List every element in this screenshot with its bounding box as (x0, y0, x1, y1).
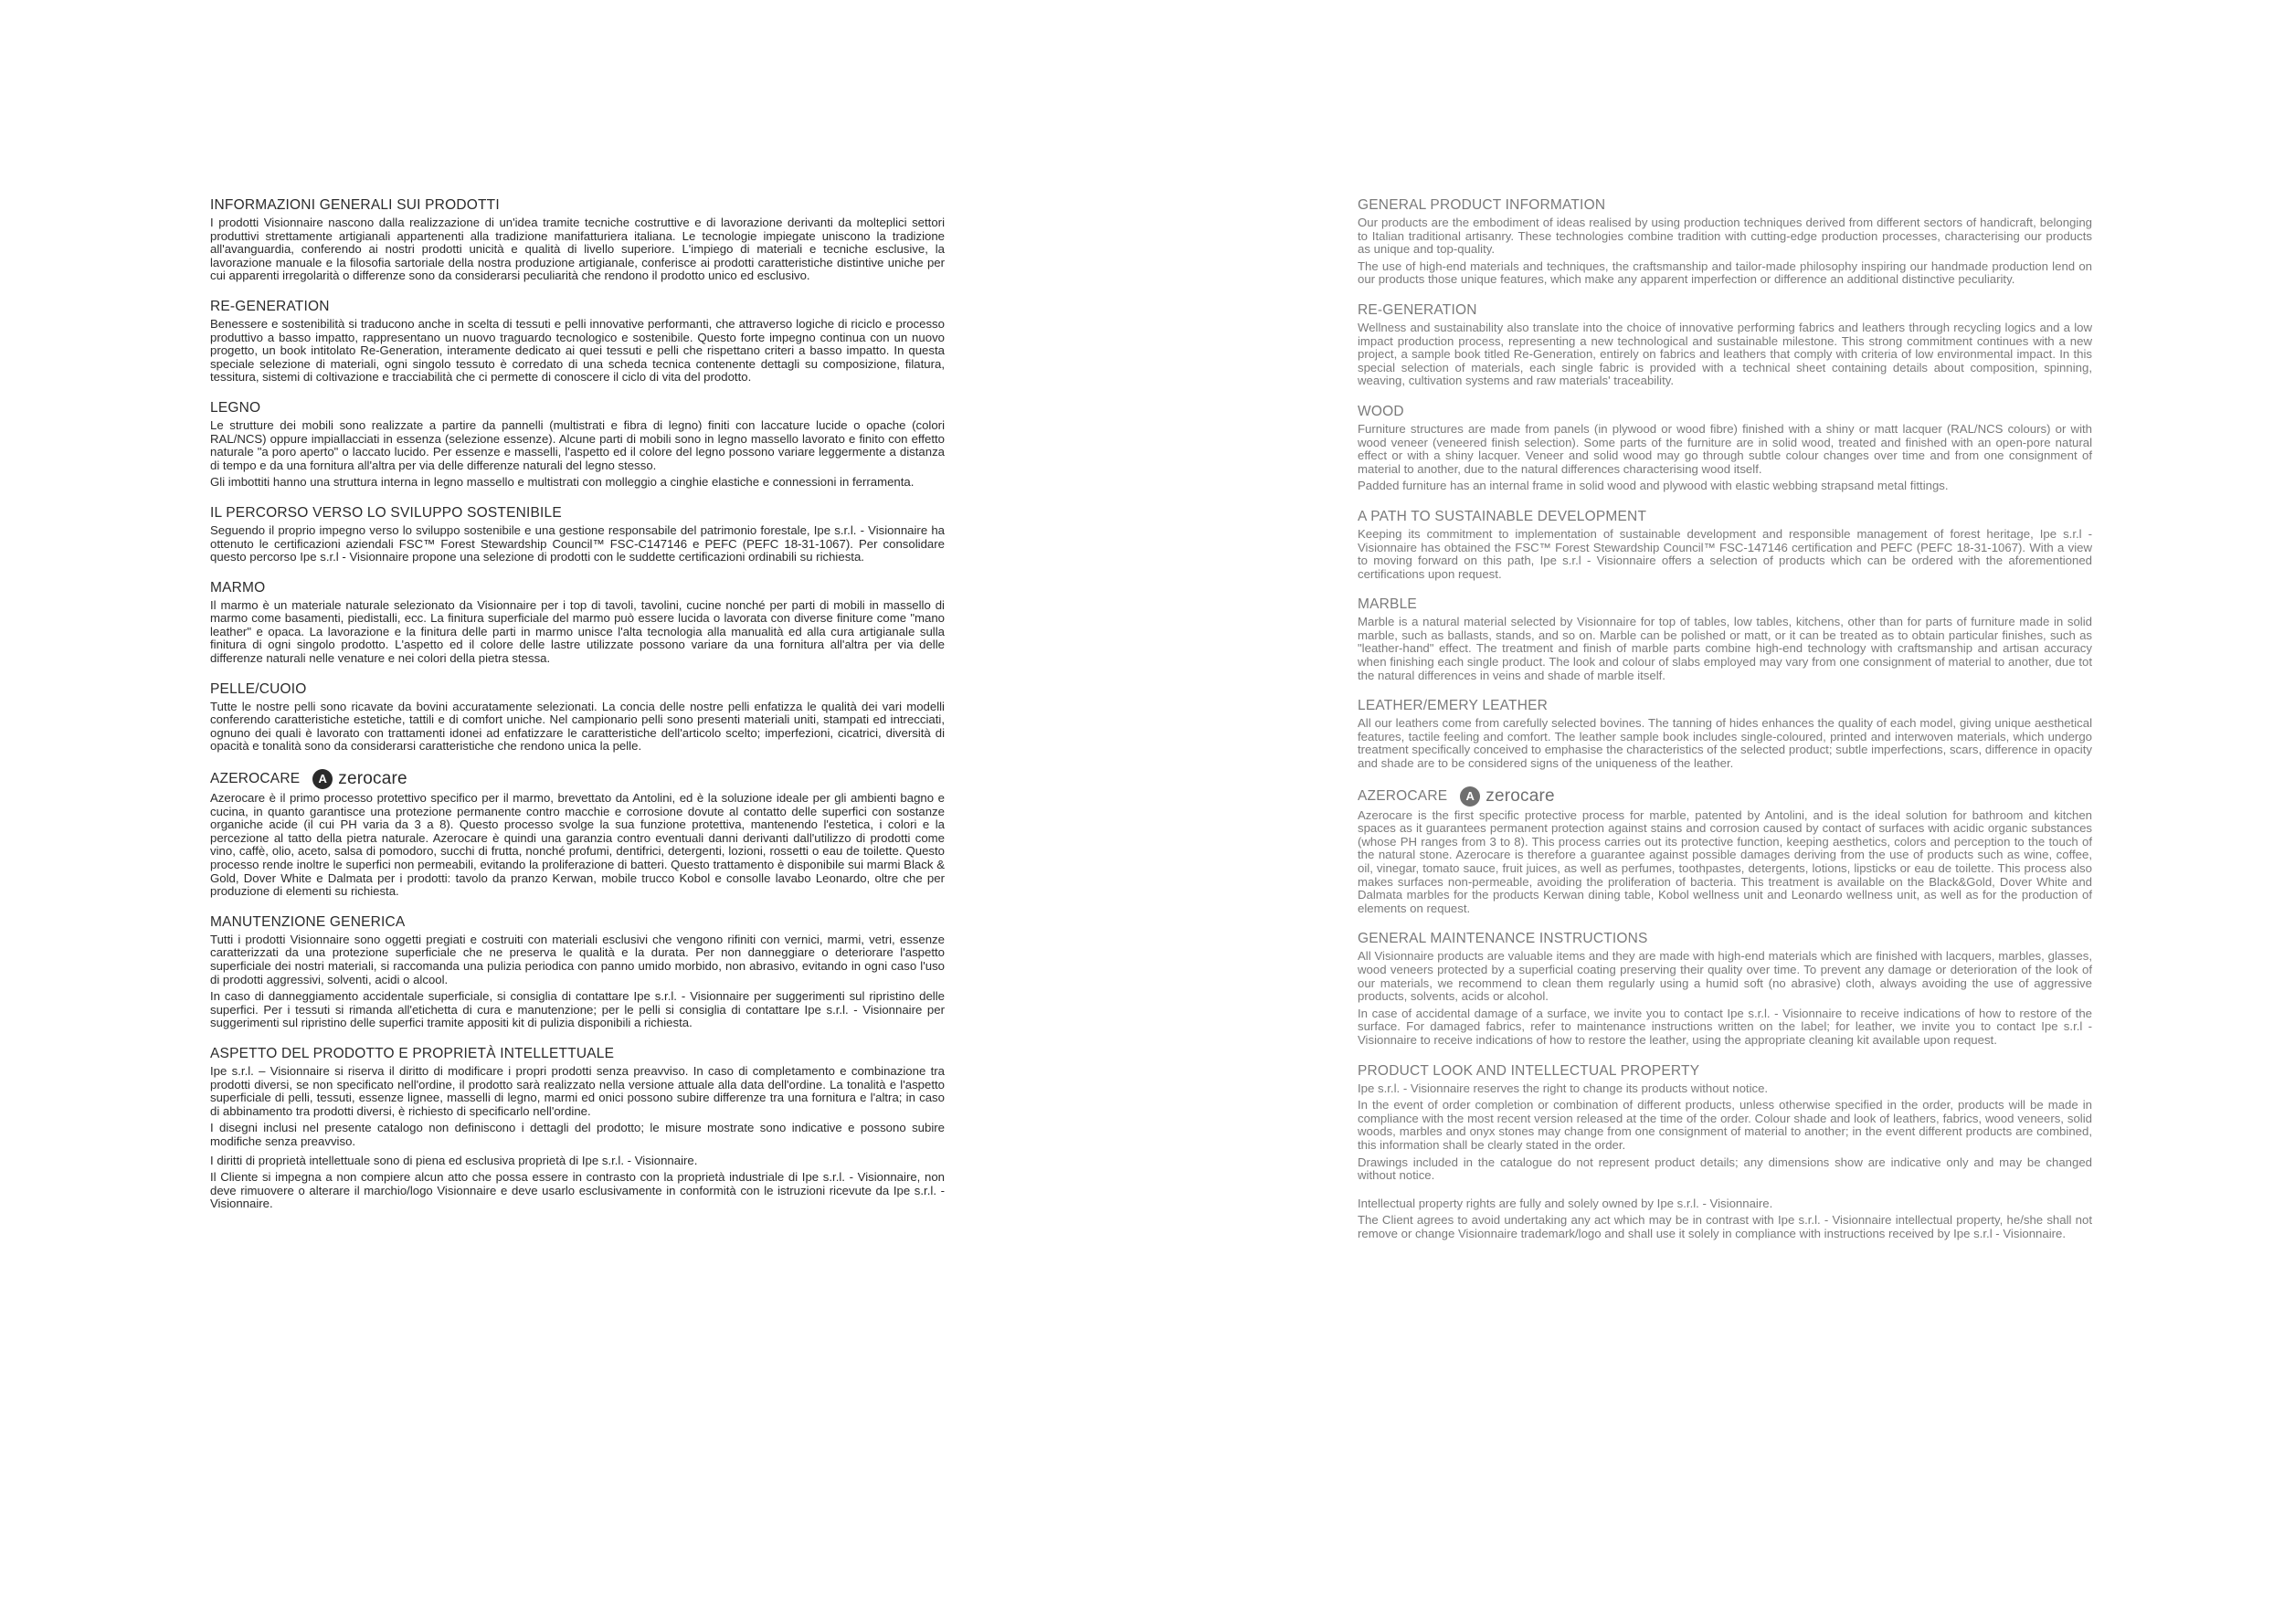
paragraph: All Visionnaire products are valuable items and they are made with high-end materials which are finished with lacquers, marbles, glasses, wood veneers protected by a superficial coating preserving their quality over time. To prevent any damage or deterioration of the look of our materials, we recommend to clean them regularly using a humid soft (no abrasive) cloth, always avoiding the use of aggressive products, solvents, acids or alcohol. (1358, 949, 2092, 1004)
paragraph: Seguendo il proprio impegno verso lo sviluppo sostenibile e una gestione responsabile del patrimonio forestale, Ipe s.r.l. - Visionnaire ha ottenuto le certificazioni aziendali FSC™ Forest Stewardship Council™ FSC-C147146 e PEFC (PEFC 18-31-1067). Per consolidare questo percorso Ipe s.r.l - Visionnaire propone una selezione di prodotti con le suddette certificazioni ordinabili su richiesta. (210, 522, 945, 564)
section-regeneration (1358, 302, 2092, 388)
section-title: PELLE/CUOIO (210, 680, 307, 697)
section-product-look-ip (1358, 1063, 2092, 1241)
paragraph: Gli imbottiti hanno una struttura interna in legno massello e multistrati con molleggio a cinghie elastiche e connessioni in ferramenta. (210, 475, 915, 490)
section-title: MARBLE (1358, 596, 1417, 613)
section-sustainable-development (1358, 509, 2092, 581)
paragraph: Tutte le nostre pelli sono ricavate da bovini accuratamente selezionati. La concia delle nostre pelli enfatizza le qualità dei vari modelli conferendo caratteristiche estetiche, tattili e di comfort uniche. Nel campionario pelli sono presenti materiali uniti, stampati ed intrecciati, ognuno dei quali è lavorato con trattamenti idonei ad enfatizzare le caratteristiche dell'articolo scelto; imperfezioni, cicatrici, diversità di opacità e tonalità sono da considerarsi caratteristiche che rendono unica la pelle. (210, 699, 945, 754)
section-title: IL PERCORSO VERSO LO SVILUPPO SOSTENIBILE (210, 504, 562, 521)
paragraph: Marble is a natural material selected by Visionnaire for top of tables, low tables, kitchens, other than for parts of furniture made in solid marble, such as ballasts, stands, and so on. Marble can be polished or matt, or it can be treated as to obtain particular finishes, such as "leather-hand" effect. The treatment and finish of marble parts combine high-end technology with craftsmanship and artisan accuracy when finishing each single product. The look and colour of slabs employed may vary from one consignment of material to another, due tot the natural differences in veins and shade of marble itself. (1358, 615, 2092, 682)
paragraph: I disegni inclusi nel presente catalogo non definiscono i dettagli del prodotto; le misure mostrate sono indicative e possono subire modifiche senza preavviso. (210, 1121, 945, 1148)
paragraph: Le strutture dei mobili sono realizzate a partire da pannelli (multistrati e fibra di legno) finiti con laccature lucide o opache (colori RAL/NCS) oppure impiallacciati in essenza (selezione essenze). Alcune parti di mobili sono in legno massello lavorato e finito con effetto naturale "a poro aperto" o laccato lucido. Per essenze e masselli, l'aspetto ed il colore del legno possono variare leggermente a distanza di tempo e da una fornitura all'altra per via delle differenze naturali del legno stesso. (210, 417, 945, 472)
section-title-row (1358, 786, 2092, 807)
section-marble (1358, 596, 2092, 682)
section-legno (210, 400, 945, 490)
paragraph: The use of high-end materials and techniques, the craftsmanship and tailor-made philosophy inspiring our handmade production lend on our products those unique features, which make any apparent imperfection or difference an additional distinctive peculiarity. (1358, 258, 2092, 287)
section-pelle-cuoio (210, 681, 945, 754)
section-percorso-sostenibile (210, 505, 945, 564)
section-azerocare (210, 769, 945, 899)
paragraph: Il marmo è un materiale naturale selezionato da Visionnaire per i top di tavoli, tavolini, cucine nonché per parti di mobili in massello di marmo come basamenti, piedistalli, ecc. La finitura superficiale del marmo può essere lucida o lavorata con diverse finiture come "mano leather" e opaca. La lavorazione e la finitura delle parti in marmo unisce l'alta tecnologia alla manualità ed alla cura artigianale sulla finitura di ogni singolo prodotto. L'aspetto ed il colore delle lastre utilizzate possono variare da una fornitura all'altra per via delle differenze naturali nelle venature e nei colori della pietra stessa. (210, 597, 945, 666)
paragraph: Il Cliente si impegna a non compiere alcun atto che possa essere in contrasto con la proprietà industriale di Ipe s.r.l. - Visionnaire, non deve rimuovere o alterare il marchio/logo Visionnaire e deve usarlo esclusivamente in conformità con le istruzioni ricevute da Ipe s.r.l. - Visionnaire. (210, 1170, 945, 1211)
section-title: PRODUCT LOOK AND INTELLECTUAL PROPERTY (1358, 1062, 1700, 1079)
paragraph: Benessere e sostenibilità si traducono anche in scelta di tessuti e pelli innovative performanti, che attraverso logiche di riciclo e processo produttivo a basso impatto, rappresentano un nuovo traguardo tecnologico e sostenibile. Questo forte impegno continua con un nuovo progetto, un book intitolato Re-Generation, interamente dedicato ai quei tessuti e pelli che rispettano criteri a basso impatto. In questa speciale selezione di materiali, ogni singolo tessuto è corredato di una scheda tecnica contenente dettagli su composizione, filatura, tessitura, sistemi di coltivazione e tracciabilità che ci permette di conoscere il ciclo di vita del prodotto. (210, 316, 945, 385)
section-title: WOOD (1358, 403, 1404, 419)
section-aspetto-proprieta (210, 1046, 945, 1211)
section-title: RE-GENERATION (1358, 301, 1477, 318)
section-title: LEATHER/EMERY LEATHER (1358, 698, 1549, 714)
paragraph: In case of accidental damage of a surface, we invite you to contact Ipe s.r.l. - Visionnaire to receive indications of how to restore of the surface. For damaged fabrics, refer to maintenance instructions written on the label; for leather, we invite you to contact Ipe s.r.l - Visionnaire to receive indications of how to restore the leather, using the appropriate cleaning kit available upon request. (1358, 1006, 2092, 1047)
section-title: AZEROCARE (210, 771, 301, 787)
paragraph: In the event of order completion or combination of different products, unless otherwise specified in the order, products will be made in compliance with the most recent version released at the time of the order. Colour shade and look of leathers, fabrics, wood veneers, solid woods, marbles and onyx stones may change from one consignment of material to another; in the event different products are combined, this information shall be clearly stated in the order. (1358, 1098, 2092, 1152)
paragraph: The Client agrees to avoid undertaking any act which may be in contrast with Ipe s.r.l. - Visionnaire intellectual property, he/she shall not remove or change Visionnaire trademark/logo and shall use it solely in compliance with instructions received by Ipe s.r.l - Visionnaire. (1358, 1213, 2092, 1240)
section-title: AZEROCARE (1358, 787, 1448, 804)
azerocare-wordmark: zerocare (1486, 786, 1555, 806)
section-title: ASPETTO DEL PRODOTTO E PROPRIETÀ INTELLETTUALE (210, 1045, 615, 1061)
paragraph: Azerocare is the first specific protective process for marble, patented by Antolini, and is the ideal solution for bathroom and kitchen spaces as it guarantees permanent protection against stains and corrosion caused by contact of surfaces with acidic organic substances (whose PH ranges from 3 to 8). This process carries out its protective function, keeping aesthetics, colors and perception to the touch of the natural stone. Azerocare is therefore a guarantee against possible damages deriving from the use of products such as wine, coffee, oil, vinegar, tomato sauce, fruit juices, as well as perfumes, toothpastes, detergents, lotions, lipsticks or eau de toilette. This process also makes surfaces non-permeable, avoiding the proliferation of bacteria. This treatment is available on the Black&Gold, Dover White and Dalmata marbles for the products Kerwan dining table, Kobol wellness unit and Leonardo wellness unit, as well as for the production of elements on request. (1358, 807, 2092, 915)
section-regeneration (210, 299, 945, 385)
azerocare-wordmark: zerocare (338, 769, 407, 789)
english-column (1358, 197, 2092, 1256)
paragraph: In caso di danneggiamento accidentale superficiale, si consiglia di contattare Ipe s.r.l. - Visionnaire per suggerimenti sul ripristino delle superfici. Per i tessuti si rimanda all'etichetta di cura e manutenzione; per le pelli si consiglia di contattare Ipe s.r.l. - Visionnaire per suggerimenti sul ripristino delle superfici tramite appositi kit di pulizia disponibili a richiesta. (210, 989, 945, 1030)
section-title-row (210, 769, 945, 789)
section-maintenance (1358, 931, 2092, 1047)
section-title: A PATH TO SUSTAINABLE DEVELOPMENT (1358, 508, 1647, 524)
paragraph: Intellectual property rights are fully and solely owned by Ipe s.r.l. - Visionnaire. (1358, 1196, 1773, 1210)
paragraph: Wellness and sustainability also translate into the choice of innovative performing fabrics and leathers through recycling logics and a low impact production process, representing a new technological and sustainable milestone. This strong commitment continues with a new project, a sample book titled Re-Generation, entirely on fabrics and leathers that comply with criteria of low environmental impact. In this special selection of materials, each single fabric is provided with a technical sheet containing details about composition, spinning, weaving, cultivation systems and raw materials' traceability. (1358, 320, 2092, 388)
azerocare-mark: A (1460, 786, 1480, 807)
section-title: MANUTENZIONE GENERICA (210, 913, 406, 930)
paragraph: Azerocare è il primo processo protettivo specifico per il marmo, brevettato da Antolini, ed è la soluzione ideale per gli ambienti bagno e cucina, in quanto garantisce una protezione permanente contro macchie e corrosione dovute al contatto delle superfici con sostanze organiche acide (il cui PH varia da 3 a 8). Questo processo svolge la sua funzione protettiva, mantenendo l'estetica, i colori e la percezione al tatto della pietra naturale. Azerocare è quindi una garanzia contro eventuali danni derivanti dall'utilizzo di prodotti come vino, caffè, olio, aceto, salsa di pomodoro, succhi di frutta, nonché profumi, dentifrici, detergenti, lozioni, rossetti o eau de toilette. Questo processo rende inoltre le superfici non permeabili, evitando la proliferazione di batteri. Questo trattamento è disponibile sui marmi Black & Gold, Dover White e Dalmata per i prodotti: tavolo da pranzo Kerwan, mobile trucco Kobol e consolle lavabo Leonardo, oltre che per produzione di elementi su richiesta. (210, 791, 945, 899)
paragraph: Our products are the embodiment of ideas realised by using production techniques derived from different sectors of handicraft, belonging to Italian traditional artisanry. These technologies combine tradition with cutting-edge production processes, characterising our products as unique and top-quality. (1358, 216, 2092, 257)
section-title: GENERAL PRODUCT INFORMATION (1358, 197, 1606, 213)
section-manutenzione (210, 914, 945, 1030)
azerocare-logo-icon (312, 769, 407, 789)
paragraph: I diritti di proprietà intellettuale sono di piena ed esclusiva proprietà di Ipe s.r.l. - Visionnaire. (210, 1153, 698, 1167)
paragraph: Furniture structures are made from panels (in plywood or wood fibre) finished with a shiny or matt lacquer (RAL/NCS colours) or with wood veneer (veneered finish selection). Some parts of the furniture are in solid wood, treated and finished with an open-pore natural effect or with a shiny lacquer. Veneer and solid wood may go through subtle colour changes over time and from one consignment of material to another, due to the natural differences characterising wood itself. (1358, 421, 2092, 476)
section-azerocare (1358, 786, 2092, 916)
section-general-info (1358, 197, 2092, 287)
section-title: GENERAL MAINTENANCE INSTRUCTIONS (1358, 931, 1648, 947)
section-title: INFORMAZIONI GENERALI SUI PRODOTTI (210, 197, 500, 213)
paragraph: Ipe s.r.l. – Visionnaire si riserva il diritto di modificare i propri prodotti senza preavviso. In caso di completamento e combinazione tra prodotti diversi, se non specificato nell'ordine, il prodotto sarà realizzato nella versione attuale alla data dell'ordine. La tonalità e l'aspetto superficiale di pelli, tessuti, essenze lignee, masselli di legno, marmi ed onici possono subire differenze tra una fornitura e l'altra; in caso di abbinamento tra prodotti diversi, è richiesto di specificarlo nell'ordine. (210, 1063, 945, 1118)
paragraph: Padded furniture has an internal frame in solid wood and plywood with elastic webbing strapsand metal fittings. (1358, 479, 1949, 493)
section-leather (1358, 698, 2092, 770)
section-marmo (210, 580, 945, 666)
italian-column (210, 197, 945, 1227)
paragraph: Tutti i prodotti Visionnaire sono oggetti pregiati e costruiti con materiali esclusivi che vengono rifiniti con vernici, marmi, vetri, essenze caratterizzati da una protezione superficiale che ne preserva le qualità e la durata. Per non danneggiare o deteriorare l'aspetto superficiale dei nostri materiali, si raccomanda una pulizia periodica con panno umido morbido, non abrasivo, evitando in ogni caso l'uso di prodotti aggressivi, solventi, acidi o alcool. (210, 932, 945, 986)
section-title: LEGNO (210, 399, 261, 416)
paragraph: Keeping its commitment to implementation of sustainable development and responsible management of forest heritage, Ipe s.r.l - Visionnaire has obtained the FSC™ Forest Stewardship Council™ FSC-147146 certification and PEFC (PEFC 18-31-1067). With a view to moving forward on this path, Ipe s.r.l - Visionnaire offers a selection of products which can be ordered with the aforementioned certifications upon request. (1358, 526, 2092, 581)
paragraph: Ipe s.r.l. - Visionnaire reserves the right to change its products without notice. (1358, 1081, 1769, 1095)
paragraph: Drawings included in the catalogue do not represent product details; any dimensions show are indicative only and may be changed without notice. (1358, 1155, 2092, 1183)
section-wood (1358, 404, 2092, 493)
azerocare-logo-icon (1460, 786, 1555, 807)
section-title: MARMO (210, 579, 266, 596)
section-title: RE-GENERATION (210, 298, 330, 314)
section-informazioni (210, 197, 945, 283)
paragraph: I prodotti Visionnaire nascono dalla realizzazione di un'idea tramite tecniche costruttive e di lavorazione derivanti da molteplici settori produttivi strettamente artigianali appartenenti alla tradizione manifatturiera italiana. Le tecnologie impiegate uniscono la tradizione all'avanguardia, conferendo ai nostri prodotti unicità e qualità di livello superiore. L'impiego di materiali e tecniche esclusive, la lavorazione manuale e la filosofia sartoriale della nostra produzione artigianale, conferisce ai prodotti caratteristiche distintive uniche per cui apparenti irregolarità o differenze sono da considerarsi peculiarità che rendono il prodotto unico ed esclusivo. (210, 216, 945, 283)
azerocare-mark: A (312, 769, 333, 789)
paragraph: All our leathers come from carefully selected bovines. The tanning of hides enhances the quality of each model, giving unique aesthetical features, tactile feeling and comfort. The leather sample book includes single-coloured, printed and interwoven materials, which undergo treatment specifically conceived to emphasise the characteristics of the selected product; subtle imperfections, scars, difference in opacity and shade are to be considered signs of the uniqueness of the leather. (1358, 716, 2092, 771)
